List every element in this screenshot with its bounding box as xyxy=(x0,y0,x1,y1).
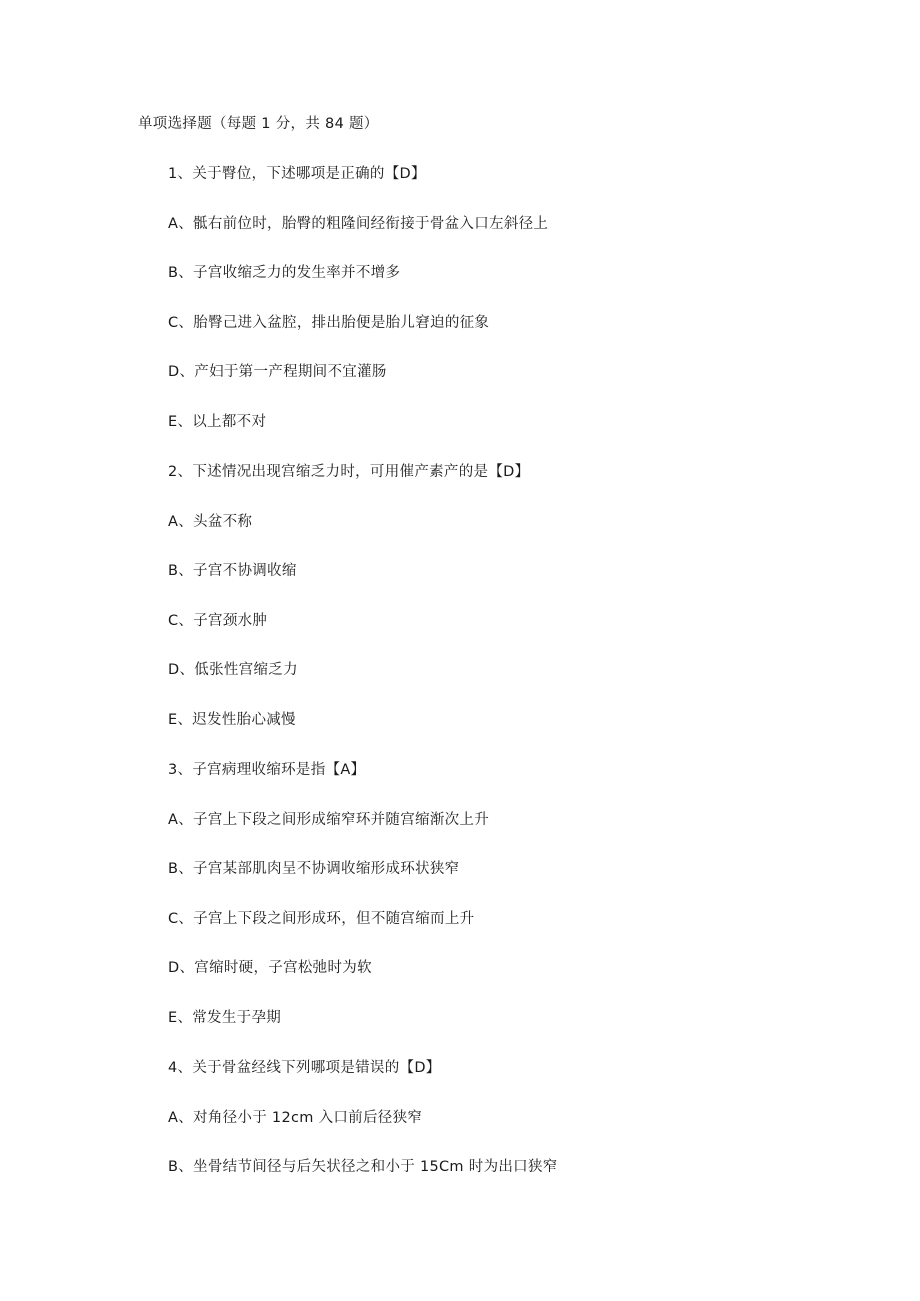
question-2-option-d: D、低张性宫缩乏力 xyxy=(168,662,298,678)
question-4-option-a: A、对角径小于 12cm 入口前后径狭窄 xyxy=(168,1110,423,1126)
question-3-option-e: E、常发生于孕期 xyxy=(168,1010,282,1026)
question-1-option-b: B、子宫收缩乏力的发生率并不增多 xyxy=(168,265,401,281)
section-title: 单项选择题（每题 1 分，共 84 题） xyxy=(138,116,379,132)
question-1-stem: 1、关于臀位，下述哪项是正确的【D】 xyxy=(168,166,426,182)
question-3-option-a: A、子宫上下段之间形成缩窄环并随宫缩渐次上升 xyxy=(168,812,490,828)
question-3-option-d: D、宫缩时硬，子宫松弛时为软 xyxy=(168,960,372,976)
question-3-option-b: B、子宫某部肌肉呈不协调收缩形成环状狭窄 xyxy=(168,861,460,877)
question-2-option-c: C、子宫颈水肿 xyxy=(168,613,268,629)
question-4-option-b: B、坐骨结节间径与后矢状径之和小于 15Cm 时为出口狭窄 xyxy=(168,1159,558,1175)
question-1-option-a: A、骶右前位时，胎臀的粗隆间经衔接于骨盆入口左斜径上 xyxy=(168,216,549,232)
question-3-option-c: C、子宫上下段之间形成环，但不随宫缩而上升 xyxy=(168,911,475,927)
question-3-stem: 3、子宫病理收缩环是指【A】 xyxy=(168,762,366,778)
question-1-option-d: D、产妇于第一产程期间不宜灌肠 xyxy=(168,364,387,380)
question-1-option-c: C、胎臀己进入盆腔，排出胎便是胎儿窘迫的征象 xyxy=(168,315,490,331)
question-2-option-e: E、迟发性胎心减慢 xyxy=(168,712,296,728)
question-2-option-b: B、子宫不协调收缩 xyxy=(168,563,297,579)
question-2-stem: 2、下述情况出现宫缩乏力时，可用催产素产的是【D】 xyxy=(168,464,530,480)
question-1-option-e: E、以上都不对 xyxy=(168,414,267,430)
question-4-stem: 4、关于骨盆经线下列哪项是错误的【D】 xyxy=(168,1060,441,1076)
question-2-option-a: A、头盆不称 xyxy=(168,514,253,530)
